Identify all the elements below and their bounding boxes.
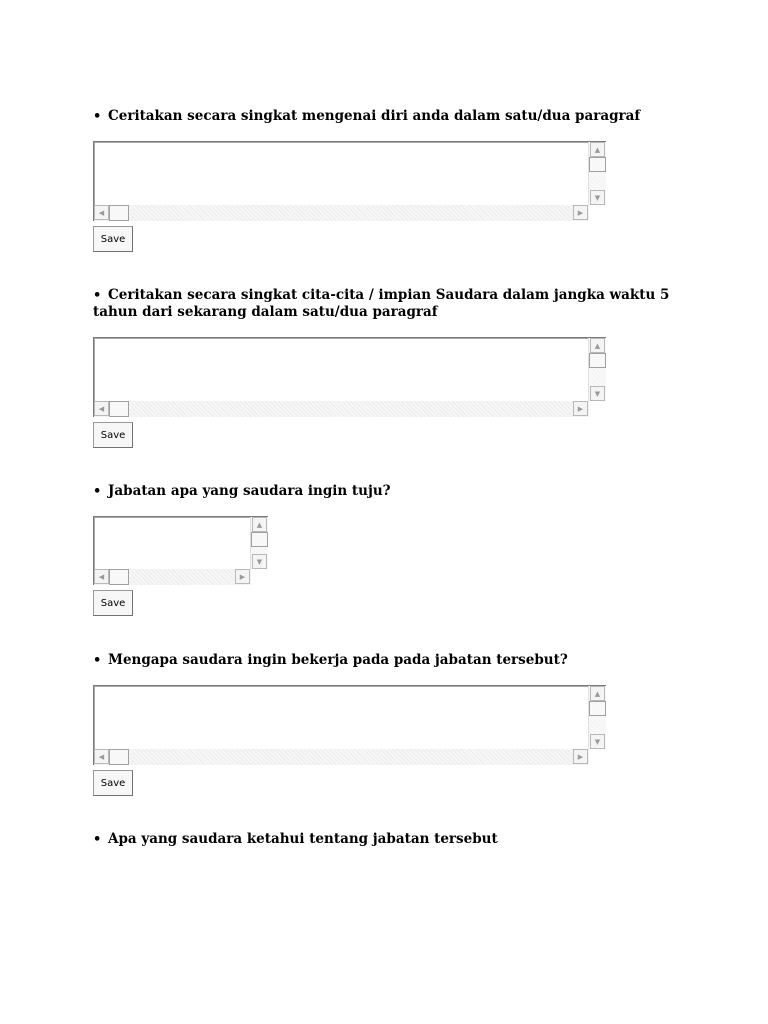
question-4-text: Mengapa saudara ingin bekerja pada pada jabatan tersebut? [108, 652, 568, 668]
scroll-corner [589, 205, 606, 221]
bullet-icon: • [93, 288, 102, 303]
scroll-thumb[interactable] [589, 701, 606, 716]
scroll-left-icon[interactable]: ◀ [94, 749, 109, 764]
scroll-thumb[interactable] [251, 532, 268, 547]
scroll-left-icon[interactable]: ◀ [94, 569, 109, 584]
question-1 [93, 108, 693, 125]
answer-4-textarea[interactable] [93, 685, 606, 765]
scroll-down-icon[interactable]: ▼ [590, 190, 605, 205]
scroll-right-icon[interactable]: ▶ [573, 401, 588, 416]
horizontal-scrollbar[interactable] [94, 749, 606, 765]
horizontal-scrollbar[interactable] [94, 205, 606, 221]
vertical-scrollbar[interactable] [588, 686, 606, 749]
question-2-text: Ceritakan secara singkat cita-cita / impian Saudara dalam jangka waktu 5 tahun dari sekarang dalam satu/dua paragraf [93, 287, 670, 320]
question-5-text: Apa yang saudara ketahui tentang jabatan tersebut [108, 831, 498, 847]
bullet-icon: • [93, 653, 102, 668]
scroll-thumb[interactable] [109, 205, 129, 221]
scroll-right-icon[interactable]: ▶ [573, 749, 588, 764]
answer-2-textarea[interactable] [93, 337, 606, 417]
scroll-left-icon[interactable]: ◀ [94, 401, 109, 416]
scroll-right-icon[interactable]: ▶ [573, 205, 588, 220]
scroll-thumb[interactable] [589, 353, 606, 368]
save-button-2[interactable]: Save [93, 422, 133, 448]
scroll-down-icon[interactable]: ▼ [590, 734, 605, 749]
answer-1-textarea[interactable] [93, 141, 606, 221]
scroll-up-icon[interactable]: ▲ [252, 517, 267, 532]
question-1-text: Ceritakan secara singkat mengenai diri anda dalam satu/dua paragraf [108, 108, 641, 124]
question-3-text: Jabatan apa yang saudara ingin tuju? [108, 483, 391, 499]
horizontal-scrollbar[interactable] [94, 401, 606, 417]
bullet-icon: • [93, 832, 102, 847]
bullet-icon: • [93, 484, 102, 499]
scroll-corner [589, 749, 606, 765]
answer-3-textarea[interactable] [93, 516, 268, 585]
save-button-3[interactable]: Save [93, 590, 133, 616]
scroll-up-icon[interactable]: ▲ [590, 338, 605, 353]
bullet-icon: • [93, 109, 102, 124]
scroll-up-icon[interactable]: ▲ [590, 686, 605, 701]
vertical-scrollbar[interactable] [250, 517, 268, 569]
question-5 [93, 831, 693, 848]
scroll-up-icon[interactable]: ▲ [590, 142, 605, 157]
scroll-thumb[interactable] [109, 569, 129, 585]
scroll-left-icon[interactable]: ◀ [94, 205, 109, 220]
save-button-1[interactable]: Save [93, 226, 133, 252]
scroll-thumb[interactable] [109, 401, 129, 417]
scroll-right-icon[interactable]: ▶ [235, 569, 250, 584]
scroll-corner [251, 569, 268, 585]
question-2 [93, 287, 693, 321]
question-4 [93, 652, 693, 669]
scroll-corner [589, 401, 606, 417]
scroll-thumb[interactable] [109, 749, 129, 765]
question-3 [93, 483, 693, 500]
vertical-scrollbar[interactable] [588, 142, 606, 205]
save-button-4[interactable]: Save [93, 770, 133, 796]
scroll-down-icon[interactable]: ▼ [590, 386, 605, 401]
scroll-thumb[interactable] [589, 157, 606, 172]
vertical-scrollbar[interactable] [588, 338, 606, 401]
horizontal-scrollbar[interactable] [94, 569, 268, 585]
scroll-down-icon[interactable]: ▼ [252, 554, 267, 569]
